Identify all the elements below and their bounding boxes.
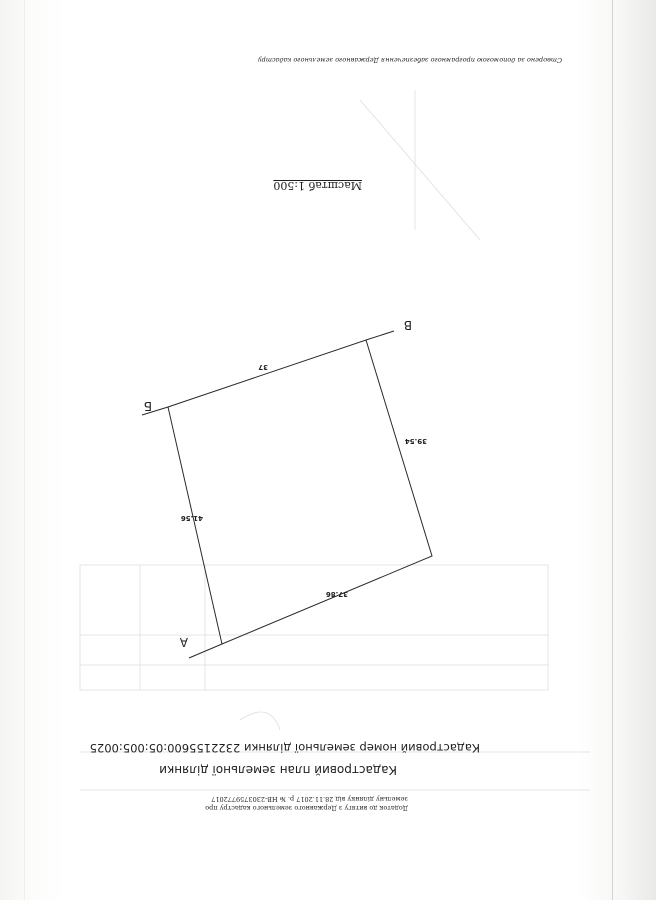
extract-note-line-1: Додаток до витягу з Державного земельного кадастру про [205, 804, 408, 812]
boundary-extension-a [189, 644, 222, 658]
parcel-boundary [168, 340, 432, 644]
point-c-label: В [403, 318, 412, 332]
point-b-label: Б [143, 399, 152, 413]
side-length-a-label: 37.86 [325, 590, 348, 598]
point-a-label: А [179, 635, 188, 649]
created-note: Створено за допомогою програмного забезпечення Державного земельного кадастру [257, 56, 562, 64]
boundary-extension-c [366, 331, 394, 340]
cadastral-number-label: Кадастровий номер земельної ділянки 2322155600:05:005:0025 [89, 741, 480, 755]
plan-title: Кадастровий план земельної ділянки [159, 763, 397, 777]
side-length-b-label: 41.56 [180, 514, 203, 522]
extract-note-line-2: земельну ділянку від 28.11.2017 р. № НВ-2303759772017 [211, 795, 408, 803]
side-length-d-label: 39.54 [404, 437, 427, 445]
scale-text: Масштаб 1:500 [273, 179, 362, 192]
scale-label [273, 179, 362, 192]
side-length-c-label: 37 [258, 363, 268, 371]
